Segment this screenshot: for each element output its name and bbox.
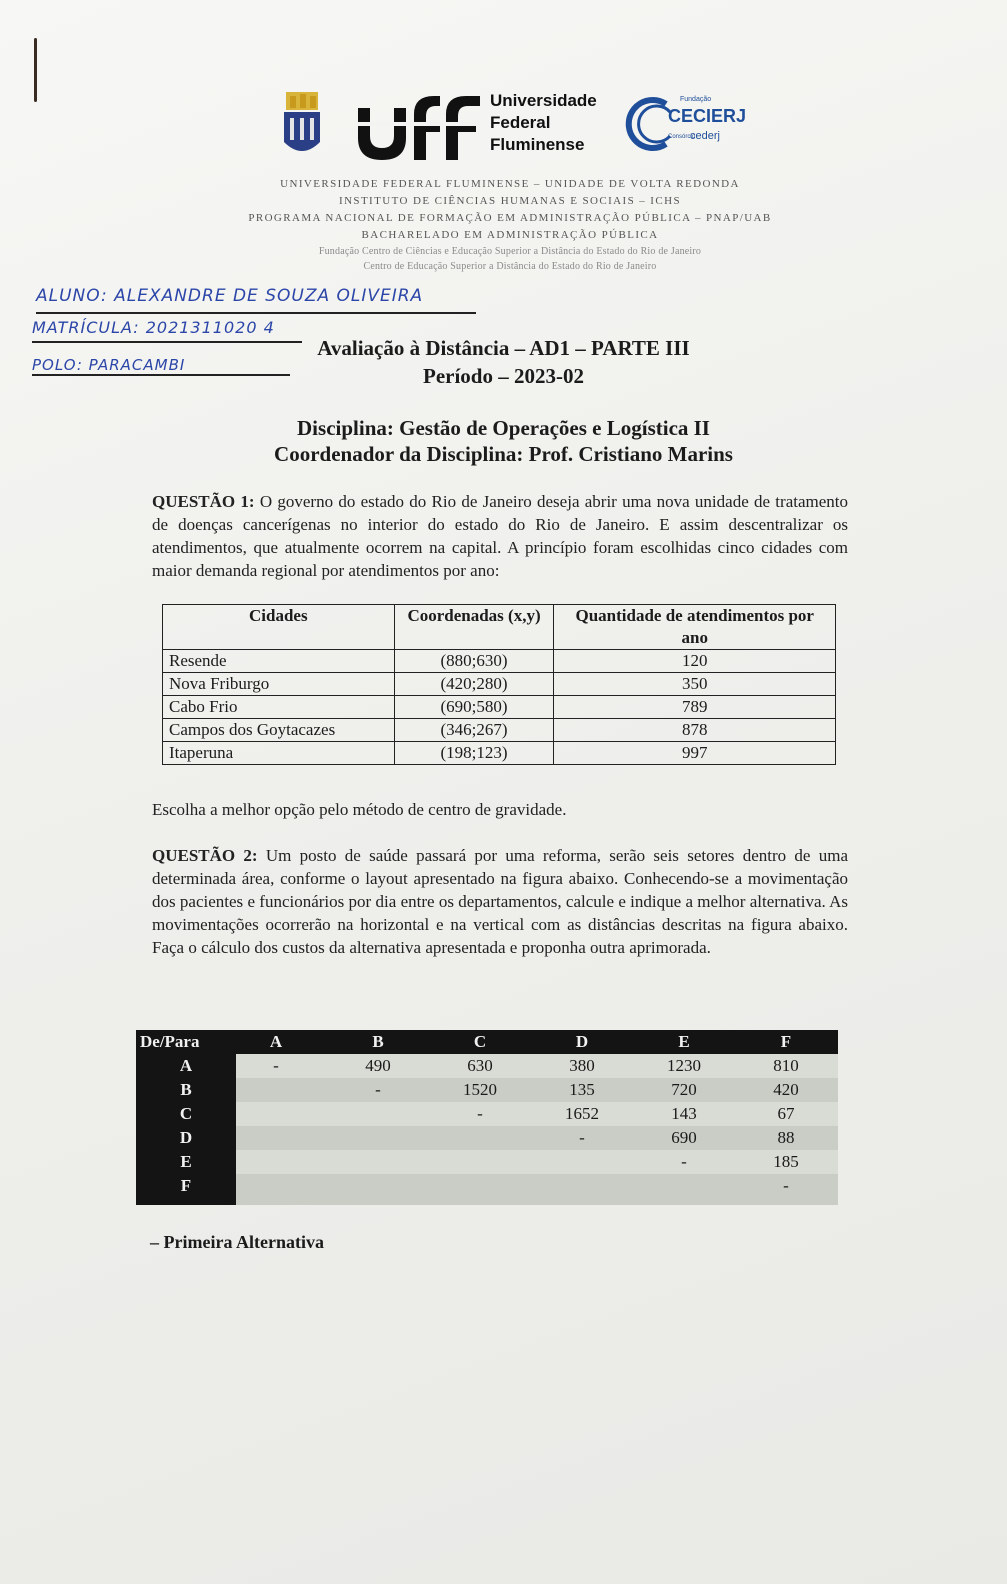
discipline-title: Disciplina: Gestão de Operações e Logística II — [297, 416, 710, 440]
punch-mark — [34, 38, 37, 102]
header-coordinates: Coordenadas (x,y) — [394, 605, 554, 650]
question-1-text — [152, 490, 848, 582]
cecierj-small-left: Consórcio — [668, 134, 696, 140]
matrix-cell: 185 — [773, 1152, 799, 1171]
matrix-col-header: A — [269, 1032, 283, 1051]
matrix-row-header: E — [180, 1152, 192, 1171]
university-crest-icon — [280, 90, 324, 160]
attendances-cell: 350 — [554, 673, 836, 696]
student-name: ALUNO: ALEXANDRE DE SOUZA OLIVEIRA — [36, 286, 424, 306]
attendances-cell: 789 — [554, 696, 836, 719]
matrix-row-header: A — [179, 1056, 193, 1075]
city-cell: Cabo Frio — [163, 696, 395, 719]
city-cell: Resende — [163, 650, 395, 673]
city-cell: Nova Friburgo — [163, 673, 395, 696]
university-name-line-2: Federal — [490, 113, 551, 132]
first-alternative-label: – Primeira Alternativa — [150, 1232, 324, 1252]
table-row — [163, 719, 836, 742]
student-registration: MATRÍCULA: 2021311020 4 — [32, 318, 275, 337]
evaluation-title: Avaliação à Distância – AD1 – PARTE III — [317, 336, 690, 360]
matrix-corner-label: De/Para — [140, 1032, 200, 1051]
question-2-label: QUESTÃO 2: — [152, 846, 258, 865]
institution-line: UNIVERSIDADE FEDERAL FLUMINENSE – UNIDADE DE VOLTA REDONDA — [280, 178, 740, 190]
matrix-row-header: D — [179, 1128, 193, 1147]
cecierj-small-top: Fundação — [680, 96, 712, 103]
matrix-cell: 1652 — [565, 1104, 599, 1123]
matrix-cell: 490 — [365, 1056, 391, 1075]
matrix-cell: 810 — [773, 1056, 799, 1075]
attendances-cell: 878 — [554, 719, 836, 742]
foundation-line: Fundação Centro de Ciências e Educação Superior a Distância do Estado do Rio de Janeiro — [318, 246, 702, 257]
institution-line: BACHARELADO EM ADMINISTRAÇÃO PÚBLICA — [361, 229, 659, 241]
matrix-cell: 690 — [671, 1128, 697, 1147]
city-cell: Itaperuna — [163, 742, 395, 765]
matrix-cell: 380 — [569, 1056, 595, 1075]
university-name-line-3: Fluminense — [490, 135, 585, 154]
matrix-cell: 1520 — [463, 1080, 497, 1099]
cities-table-header — [163, 605, 836, 650]
coordinates-cell: (420;280) — [394, 673, 554, 696]
matrix-cell: - — [681, 1152, 687, 1171]
cederj-text: cederj — [690, 130, 720, 142]
coordinates-cell: (198;123) — [394, 742, 554, 765]
matrix-cell: 88 — [777, 1128, 795, 1147]
city-cell: Campos dos Goytacazes — [163, 719, 395, 742]
coordinates-cell: (880;630) — [394, 650, 554, 673]
matrix-cell: - — [477, 1104, 483, 1123]
attendances-cell: 997 — [554, 742, 836, 765]
coordinates-cell: (346;267) — [394, 719, 554, 742]
university-name-line-1: Universidade — [490, 91, 597, 110]
matrix-cell: - — [273, 1056, 279, 1075]
table-row — [163, 650, 836, 673]
table-row — [163, 742, 836, 765]
question-2-body: Um posto de saúde passará por uma reforma, serão seis setores dentro de uma determinada área, conforme o layout apresentado na figura abaixo. Conhecendo-se a movimentação dos pacientes e funcionários por dia entre os departamentos, calcule e indique a melhor alternativa. As movimentações ocorrerão na horizontal e na vertical com as distâncias descritas na figura abaixo. Faça o cálculo dos custos da alternativa apresentada e proponha outra aprimorada. — [152, 846, 849, 957]
student-polo: POLO: PARACAMBI — [32, 356, 186, 374]
question-1-instruction: Escolha a melhor opção pelo método de centro de gravidade. — [152, 800, 567, 819]
header-cities: Cidades — [163, 605, 395, 650]
header-attendances: Quantidade de atendimentos por ano — [554, 605, 836, 650]
table-row — [163, 696, 836, 719]
matrix-cell: 720 — [671, 1080, 697, 1099]
cities-table — [162, 604, 836, 765]
table-row — [163, 673, 836, 696]
matrix-col-header: D — [575, 1032, 589, 1051]
matrix-cell: 67 — [777, 1104, 795, 1123]
institution-lines — [150, 176, 870, 274]
matrix-cell: 143 — [671, 1104, 697, 1123]
matrix-cell: 630 — [467, 1056, 493, 1075]
matrix-cell: 135 — [569, 1080, 595, 1099]
matrix-col-header: B — [372, 1032, 384, 1051]
matrix-cell: - — [579, 1128, 585, 1147]
coordinates-cell: (690;580) — [394, 696, 554, 719]
institution-line: PROGRAMA NACIONAL DE FORMAÇÃO EM ADMINISTRAÇÃO PÚBLICA – PNAP/UAB — [248, 212, 772, 224]
matrix-col-header: F — [780, 1032, 792, 1051]
matrix-cell: - — [783, 1176, 789, 1195]
question-2-text — [152, 844, 848, 959]
matrix-row-header: B — [180, 1080, 192, 1099]
uff-logo-icon — [358, 92, 482, 162]
matrix-row-header: C — [179, 1104, 193, 1123]
header-logos — [280, 86, 760, 166]
de-para-matrix — [136, 1030, 838, 1205]
period-title: Período – 2023-02 — [423, 364, 584, 388]
matrix-col-header: C — [473, 1032, 487, 1051]
matrix-row-header: F — [180, 1176, 192, 1195]
coordinator-title: Coordenador da Disciplina: Prof. Cristiano Marins — [274, 442, 733, 466]
cecierj-logo — [620, 94, 760, 154]
matrix-cell: 1230 — [667, 1056, 701, 1075]
attendances-cell: 120 — [554, 650, 836, 673]
matrix-col-header: E — [678, 1032, 690, 1051]
student-name-underline — [36, 312, 476, 314]
institution-line: INSTITUTO DE CIÊNCIAS HUMANAS E SOCIAIS – ICHS — [339, 195, 681, 207]
matrix-cell: 420 — [773, 1080, 799, 1099]
matrix-cell: - — [375, 1080, 381, 1099]
foundation-line: Centro de Educação Superior a Distância do Estado do Rio de Janeiro — [363, 261, 657, 272]
university-name — [490, 90, 597, 156]
cecierj-main-text: CECIERJ — [668, 106, 747, 126]
question-1-body: O governo do estado do Rio de Janeiro deseja abrir uma nova unidade de tratamento de doenças cancerígenas no interior do estado do Rio de Janeiro. E assim descentralizar os atendimentos, que atualmente ocorrem na capital. A princípio foram escolhidas cinco cidades com maior demanda regional por atendimentos por ano: — [152, 492, 848, 580]
question-1-label: QUESTÃO 1: — [152, 492, 255, 511]
